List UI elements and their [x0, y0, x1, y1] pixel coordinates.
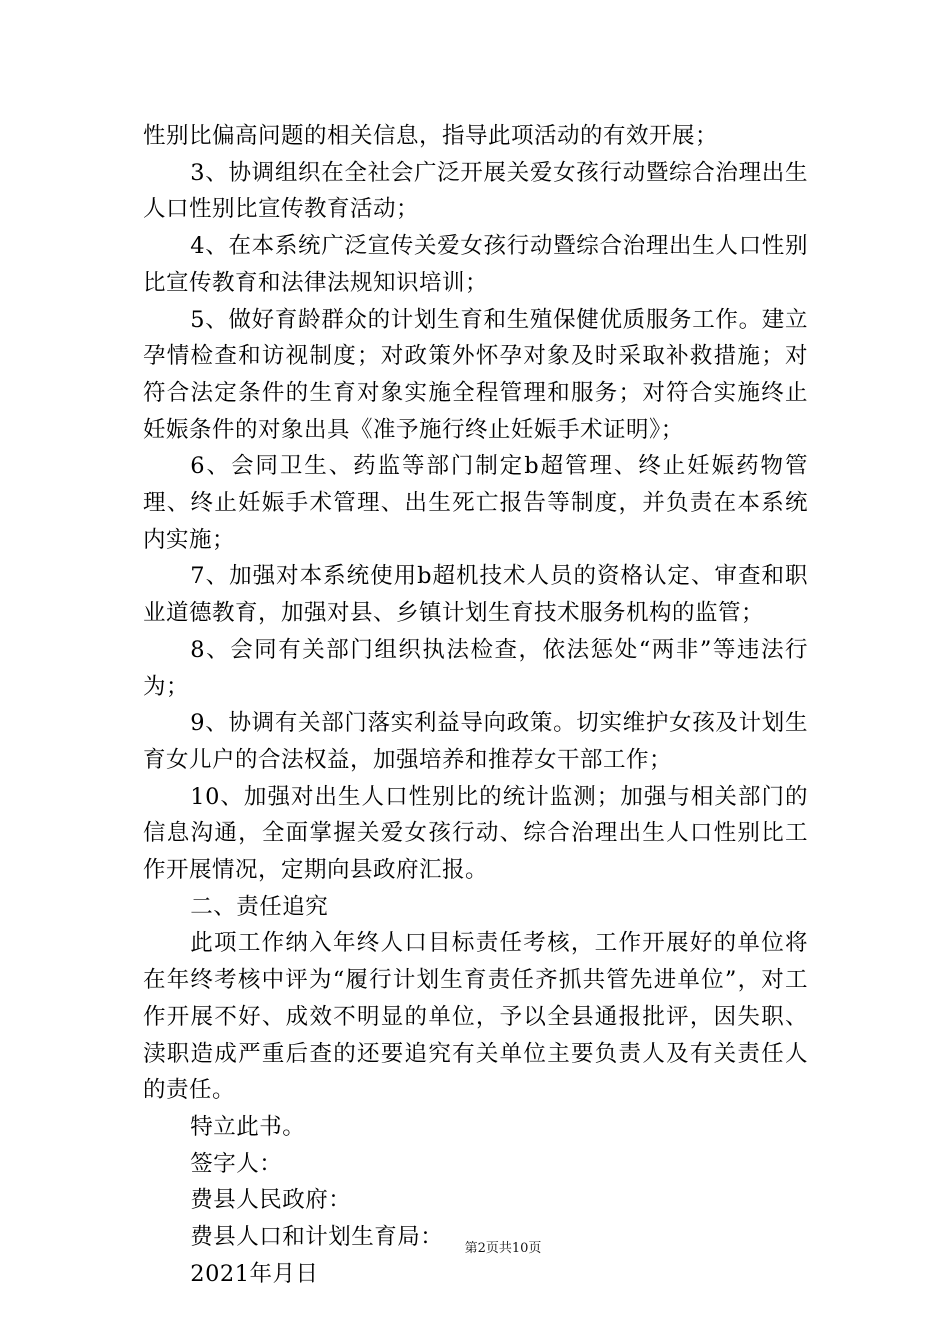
paragraph-continuation: 性别比偏高问题的相关信息，指导此项活动的有效开展； [143, 123, 719, 149]
paragraph-item-6: 6、会同卫生、药监等部门制定b超管理、终止妊娠药物管理、终止妊娠手术管理、出生死亡报告等制度，并负责在本系统内实施； [143, 453, 808, 553]
paragraph-responsibility: 此项工作纳入年终人口目标责任考核，工作开展好的单位将在年终考核中评为“履行计划生育责任齐抓共管先进单位”，对工作开展不好、成效不明显的单位，予以全县通报批评，因失职、渎职造成严重后查的还要追究有关单位主要负责人及有关责任人的责任。 [143, 930, 808, 1104]
signatory-government: 费县人民政府： [190, 1187, 352, 1214]
paragraph-item-10: 10、加强对出生人口性别比的统计监测；加强与相关部门的信息沟通，全面掌握关爱女孩行动、综合治理出生人口性别比工作开展情况，定期向县政府汇报。 [143, 783, 808, 884]
footer-current-page: 2 [477, 1241, 486, 1256]
paragraph-item-7: 7、加强对本系统使用b超机技术人员的资格认定、审查和职业道德教育，加强对县、乡镇计划生育技术服务机构的监管； [143, 563, 808, 627]
document-body [143, 118, 808, 1293]
footer-middle: 页共 [485, 1241, 512, 1256]
paragraph-item-4: 4、在本系统广泛宣传关爱女孩行动暨综合治理出生人口性别比宣传教育和法律法规知识培训； [143, 233, 808, 296]
paragraph-item-3: 3、协调组织在全社会广泛开展关爱女孩行动暨综合治理出生人口性别比宣传教育活动； [143, 159, 808, 223]
closing-statement: 特立此书。 [190, 1113, 306, 1140]
section-heading-responsibility: 二、责任追究 [190, 893, 329, 920]
signatory-bureau: 费县人口和计划生育局： [190, 1224, 444, 1251]
paragraph-item-8: 8、会同有关部门组织执法检查，依法惩处“两非”等违法行为； [143, 636, 808, 700]
footer-suffix: 页 [528, 1241, 542, 1256]
footer-total-pages: 10 [511, 1241, 529, 1256]
paragraph-item-5: 5、做好育龄群众的计划生育和生殖保健优质服务工作。建立孕情检查和访视制度；对政策外怀孕对象及时采取补救措施；对符合法定条件的生育对象实施全程管理和服务；对符合实施终止妊娠条件的对象出具《准予施行终止妊娠手术证明》； [143, 306, 808, 443]
footer-prefix: 第 [464, 1241, 478, 1256]
document-date: 2021年月日 [190, 1260, 319, 1287]
signatory-label: 签字人： [190, 1150, 283, 1177]
paragraph-item-9: 9、协调有关部门落实利益导向政策。切实维护女孩及计划生育女儿户的合法权益，加强培养和推荐女干部工作； [143, 710, 808, 773]
page-footer [0, 1241, 950, 1257]
